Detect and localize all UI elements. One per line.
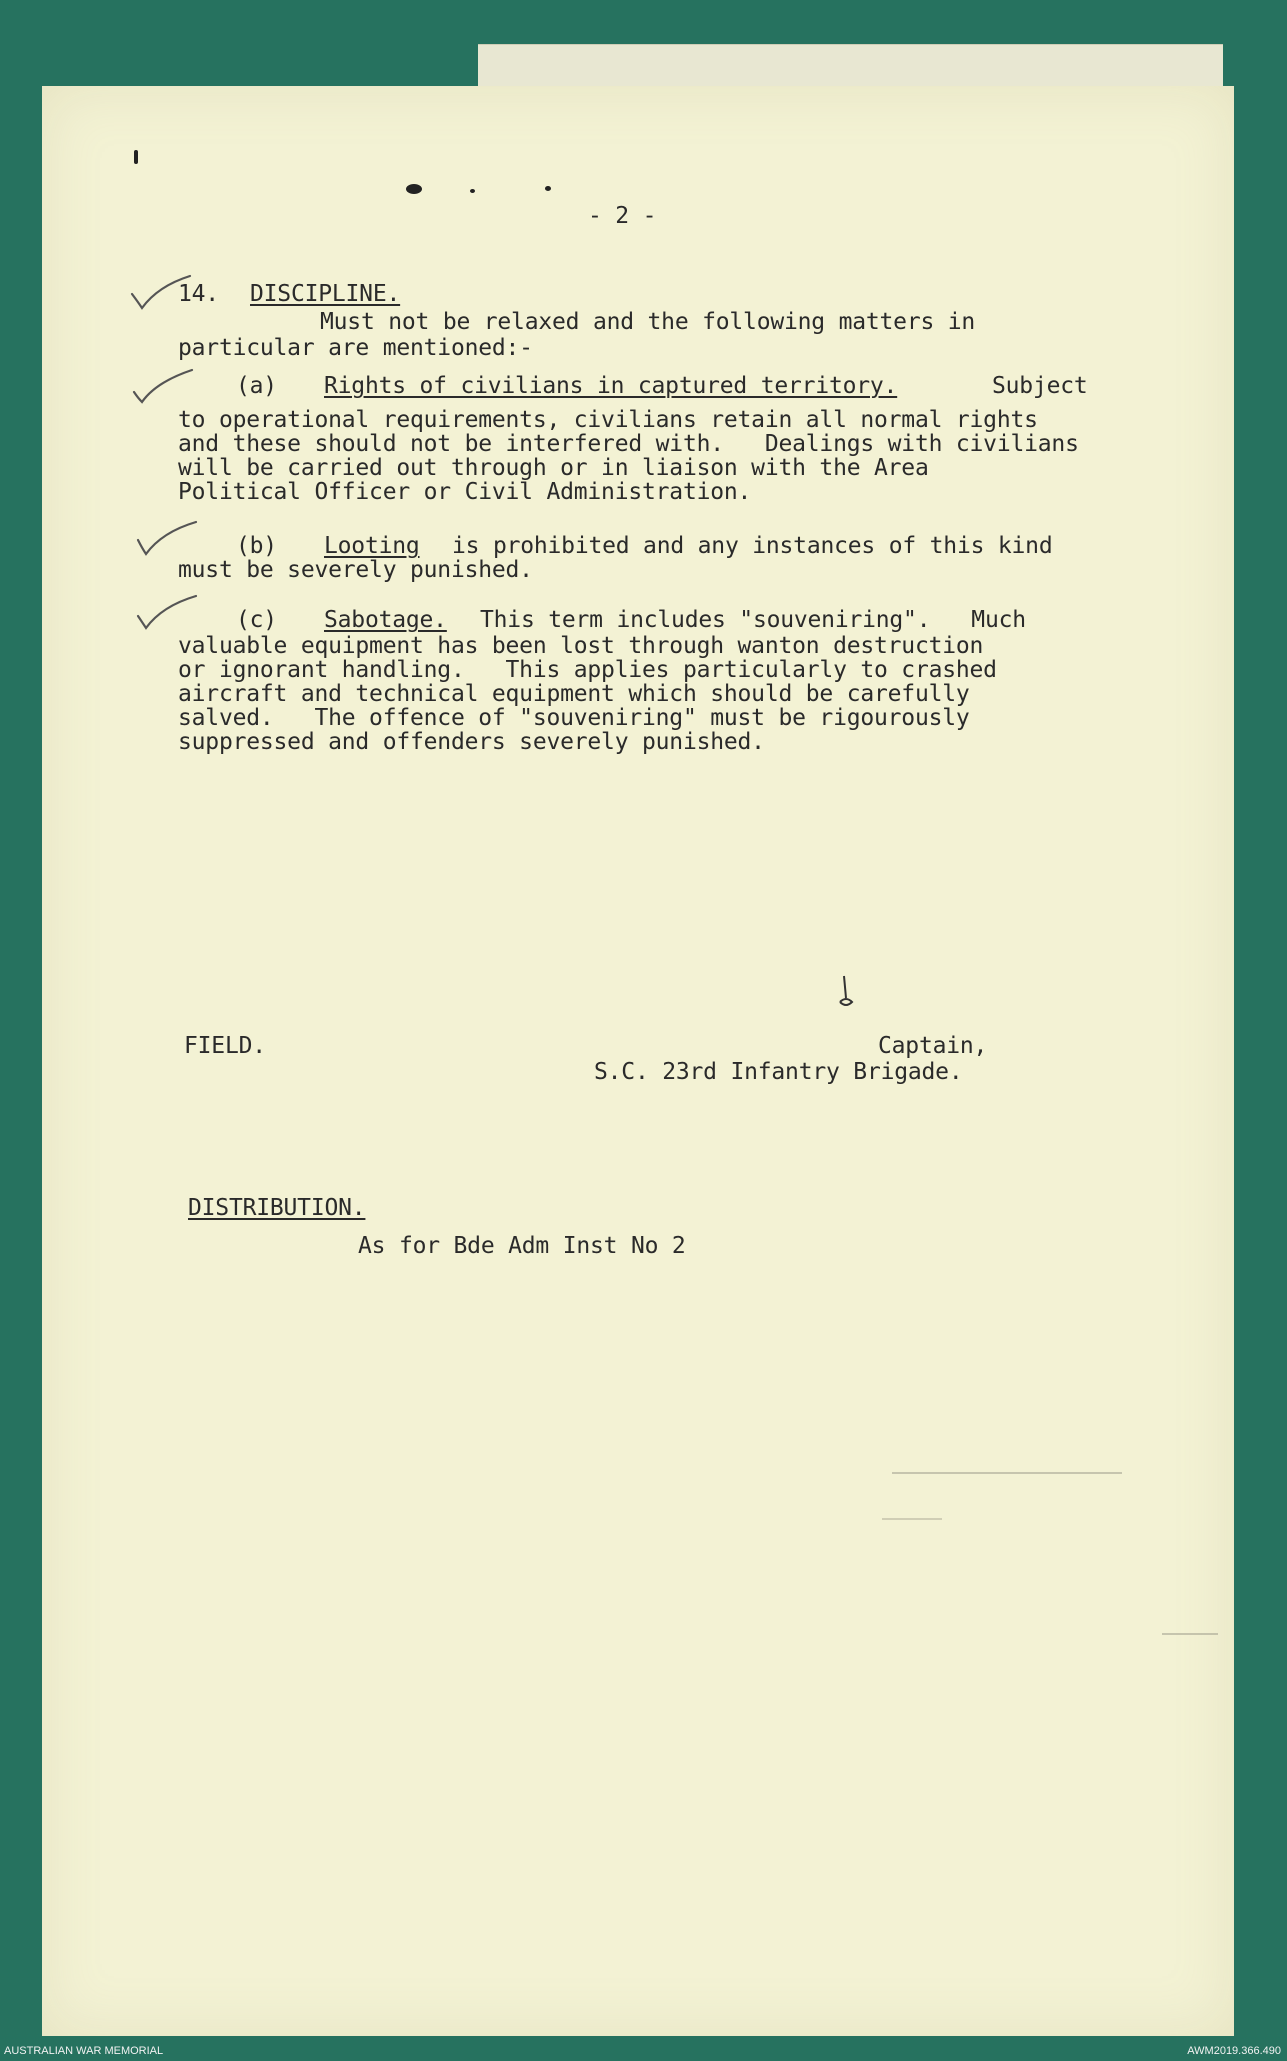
footer-right: AWM2019.366.490 [1187, 2045, 1281, 2057]
document-page [42, 86, 1234, 2036]
signature-unit: S.C. 23rd Infantry Brigade. [594, 1059, 963, 1085]
item-c-title: Sabotage. [324, 607, 447, 633]
distribution-text: As for Bde Adm Inst No 2 [358, 1233, 686, 1259]
item-b-title: Looting [324, 533, 420, 559]
signature-rank: Captain, [878, 1033, 988, 1059]
item-c-line: or ignorant handling. This applies particularly to crashed [178, 657, 997, 683]
offset-marks [882, 1518, 942, 1520]
item-a-label: (a) [236, 373, 277, 399]
item-c-line: valuable equipment has been lost through wanton destruction [178, 633, 984, 659]
footer-left: AUSTRALIAN WAR MEMORIAL [4, 2045, 164, 2057]
item-b-tail: is prohibited and any instances of this kind [452, 533, 1053, 559]
item-a-line: to operational requirements, civilians retain all normal rights [178, 407, 1038, 433]
item-c-line: suppressed and offenders severely punished. [178, 729, 765, 755]
item-c-line: aircraft and technical equipment which should be carefully [178, 681, 970, 707]
section-number: 14. [178, 281, 219, 307]
ink-speck [470, 189, 475, 193]
item-b-line: must be severely punished. [178, 557, 533, 583]
offset-marks [1162, 1633, 1218, 1635]
ink-speck [545, 186, 551, 191]
section-heading: DISCIPLINE. [250, 281, 401, 307]
item-a-line: and these should not be interfered with. Dealings with civilians [178, 431, 1079, 457]
section-intro-line: Must not be relaxed and the following matters in [320, 309, 976, 335]
item-c-line: salved. The offence of "souveniring" must be rigourously [178, 705, 970, 731]
distribution-heading: DISTRIBUTION. [188, 1195, 366, 1221]
item-a-line: will be carried out through or in liaison with the Area [178, 455, 929, 481]
item-a-tail: Subject [992, 373, 1088, 399]
field-label: FIELD. [184, 1033, 266, 1059]
check-mark-icon [134, 592, 200, 632]
item-c-label: (c) [236, 607, 277, 633]
section-intro-line: particular are mentioned:- [178, 335, 533, 361]
ink-speck [134, 150, 138, 164]
page-number: - 2 - [588, 203, 657, 229]
check-mark-icon [130, 366, 196, 406]
signature-mark [832, 974, 862, 1014]
item-a-line: Political Officer or Civil Administration. [178, 479, 752, 505]
check-mark-icon [134, 518, 200, 558]
item-b-label: (b) [236, 533, 277, 559]
offset-marks [892, 1472, 1122, 1474]
ink-speck [406, 184, 422, 194]
item-a-title: Rights of civilians in captured territory. [324, 373, 898, 399]
item-c-tail: This term includes "souveniring". Much [480, 607, 1026, 633]
